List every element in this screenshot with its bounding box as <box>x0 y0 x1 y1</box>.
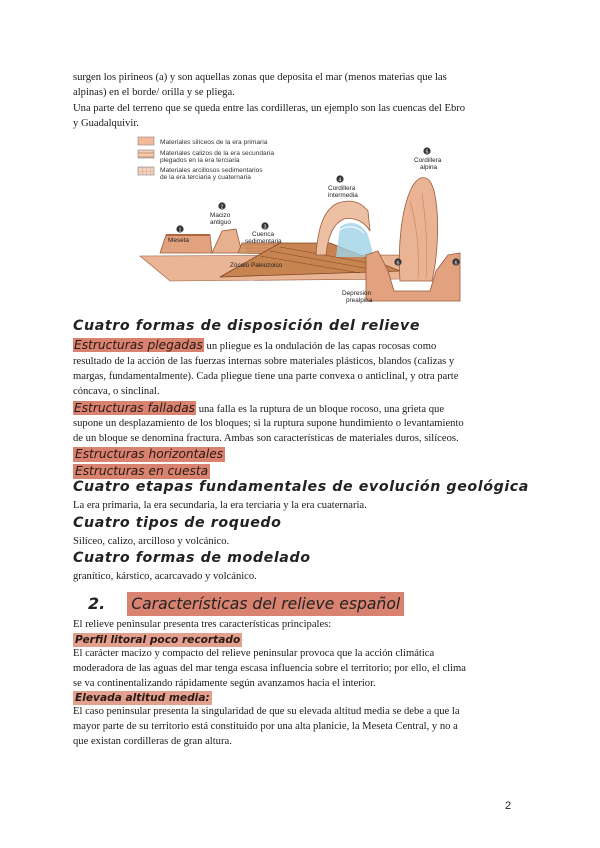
intro-line-2: alpinas) en el borde/ orilla y se pliega. <box>73 87 235 98</box>
legend-label-3a: Materiales arcillosos sedimentarios <box>160 167 263 174</box>
heading-modelado: Cuatro formas de modelado <box>73 550 311 566</box>
zocalo-label: Zócalo Paleozoico <box>230 262 283 269</box>
unit-1-label: Meseta <box>168 237 189 244</box>
section-2-title: Características del relieve español <box>127 592 404 616</box>
legend-swatch-clay <box>138 167 154 175</box>
legend-label-1: Materiales silíceos de la era primaria <box>160 139 268 146</box>
macizo-shape <box>212 229 242 253</box>
heading-roquedo: Cuatro tipos de roquedo <box>73 515 282 531</box>
unit-2 <box>210 202 231 226</box>
svg-text:3: 3 <box>263 224 267 231</box>
svg-text:1: 1 <box>178 227 182 234</box>
svg-text:Cordillera: Cordillera <box>328 185 356 192</box>
falladas-line-2: supone un desplazamiento de los bloques; si la ruptura supone hundimiento o levantamiento <box>73 418 464 429</box>
section-2-number: 2. <box>88 594 106 613</box>
perfil-line-3: se va continentalizando rápidamente según avanzamos hacia el interior. <box>73 678 376 689</box>
section-2-intro: El relieve peninsular presenta tres características principales: <box>73 619 332 630</box>
svg-text:Cuenca: Cuenca <box>252 231 275 238</box>
intro-line-1: surgen los pirineos (a) y son aquellas zonas que deposita el mar (menos materias que las <box>73 72 447 83</box>
perfil-line-1: El carácter macizo y compacto del relieve peninsular provoca que la acción climática <box>73 648 435 659</box>
intro-line-4: y Guadalquivir. <box>73 118 139 129</box>
falladas-line-3: de un bloque se denomina fractura. Ambas son características de materiales duros, silíceos. <box>73 433 459 444</box>
svg-text:Macizo: Macizo <box>210 212 231 219</box>
cuesta-label: Estructuras en cuesta <box>75 464 209 478</box>
plegadas-line-3: margas, fundamentalmente). Cada pliegue tiene una parte convexa o anticlinal, y otra parte <box>73 371 459 382</box>
unit-4 <box>328 175 358 199</box>
cuesta-row <box>73 463 210 478</box>
elevada-row <box>73 690 212 704</box>
legend-swatch-siliceous <box>138 137 154 145</box>
intro-line-3: Una parte del terreno que se queda entre las cordilleras, un ejemplo son las cuencas del Ebro <box>73 103 466 114</box>
heading-disposicion: Cuatro formas de disposición del relieve <box>73 318 421 334</box>
section-2-heading <box>88 592 404 616</box>
etapas-text: La era primaria, la era secundaria, la era terciaria y la era cuaternaria. <box>73 500 367 511</box>
svg-text:intermedia: intermedia <box>328 192 358 199</box>
depresion-label-2: prealpina <box>346 297 373 304</box>
horizontales-row <box>73 446 225 461</box>
svg-text:5: 5 <box>425 149 429 156</box>
diagram-legend <box>138 137 274 181</box>
legend-label-3b: de la era terciaria y cuaternaria <box>160 174 251 181</box>
legend-swatch-limestone <box>138 150 154 158</box>
plegadas-paragraph-line-1: Estructuras plegadas un pliegue es la ondulación de las capas rocosas como <box>74 338 437 352</box>
elevada-label: Elevada altitud media: <box>75 692 210 704</box>
page-number: 2 <box>505 800 512 812</box>
depresion-label-1: Depresión <box>342 290 372 297</box>
plegadas-line-4: cóncava, o sinclinal. <box>73 386 160 397</box>
svg-text:Cordillera: Cordillera <box>414 157 442 164</box>
modelado-text: granítico, kárstico, acarcavado y volcánico. <box>73 571 257 582</box>
unit-3 <box>245 222 282 245</box>
perfil-row <box>73 632 242 646</box>
elevada-line-2: mayor parte de su territorio está constituido por una alta planicie, la Meseta Central, y no a <box>73 721 458 732</box>
svg-text:6: 6 <box>454 260 458 267</box>
svg-text:6: 6 <box>396 260 400 267</box>
plegadas-line-2: resultado de la acción de las fuerzas internas sobre materiales plásticos, blandos (calizas y <box>73 356 455 367</box>
roquedo-text: Silíceo, calizo, arcilloso y volcánico. <box>73 536 230 547</box>
svg-text:sedimentaria: sedimentaria <box>245 238 282 245</box>
plegadas-label: Estructuras plegadas <box>74 338 203 352</box>
falladas-label: Estructuras falladas <box>74 401 196 415</box>
svg-text:alpina: alpina <box>420 164 438 171</box>
perfil-line-2: moderadora de las aguas del mar tenga escasa influencia sobre el territorio; por ello, el clima <box>73 663 466 674</box>
svg-text:antiguo: antiguo <box>210 219 231 226</box>
elevada-line-3: que existan cordilleras de gran altura. <box>73 736 232 747</box>
falladas-paragraph-line-1: Estructuras falladas una falla es la ruptura de un bloque rocoso, una grieta que <box>74 401 445 415</box>
legend-label-2b: plegados en la era terciaria <box>160 157 240 164</box>
relief-diagram <box>130 131 470 313</box>
horizontales-label: Estructuras horizontales <box>75 447 224 461</box>
unit-5 <box>414 147 442 171</box>
legend-label-2a: Materiales calizos de la era secundaria <box>160 150 274 157</box>
svg-text:2: 2 <box>220 204 224 211</box>
perfil-label: Perfil litoral poco recortado <box>75 634 241 646</box>
heading-etapas: Cuatro etapas fundamentales de evolución geológica <box>73 479 529 495</box>
svg-text:4: 4 <box>338 177 342 184</box>
elevada-line-1: El caso peninsular presenta la singularidad de que su elevada altitud media se debe a que la <box>73 706 460 717</box>
